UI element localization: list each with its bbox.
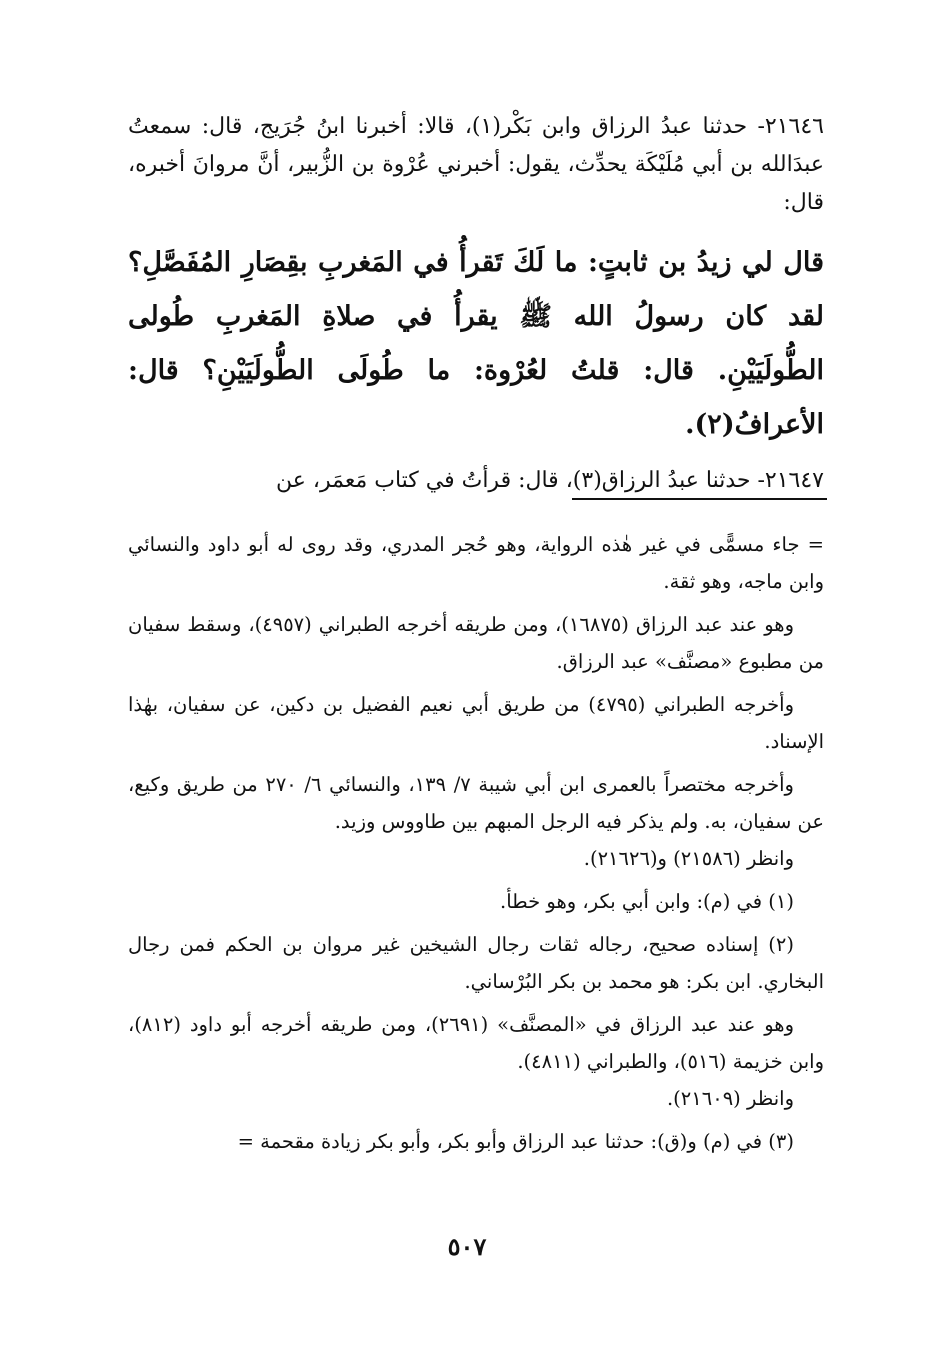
footnote-paragraph: وأخرجه الطبراني (٤٧٩٥) من طريق أبي نعيم الفضيل بن دكين، عن سفيان، بهٰذا الإسناد. xyxy=(128,693,824,753)
footnote-2-paragraph: وهو عند عبد الرزاق في «المصنَّف» (٢٦٩١)، ومن طريقه أخرجه أبو داود (٨١٢)، وابن خزيمة (٥١٦)، والطبراني (٤٨١١). xyxy=(128,1013,824,1073)
footnote-2: (٢) إسناده صحيح، رجاله ثقات رجال الشيخين غير مروان بن الحكم فمن رجال البخاري. ابن بكر: هو محمد بن بكر البُرْساني. xyxy=(128,933,824,993)
hadith-quote: قال لي زيدُ بن ثابتٍ: ما لَكَ تَقرأُ في المَغربِ بقِصَارِ المُفَصَّلِ؟ لقد كان رسولُ الله ﷺ يقرأُ في صلاةِ المَغربِ طُولى الطُّولَيَيْنِ. قال: قلتُ لعُرْوة: ما طُولَى الطُّولَيَيْنِ؟ قال: الأعرافُ(٢). xyxy=(128,247,824,440)
page-number: ٥٠٧ xyxy=(447,1232,487,1261)
footnote-2-paragraph: وانظر (٢١٦٠٩). xyxy=(666,1087,794,1110)
footnote-continuation: = جاء مسمًّى في غير هٰذه الرواية، وهو حُجر المدري، وقد روى له أبو داود والنسائي وابن ماجه، وهو ثقة. xyxy=(128,533,824,593)
hadith-21646: ٢١٦٤٦- حدثنا عبدُ الرزاق وابن بَكْر(١)، قالا: أخبرنا ابنُ جُرَيج، قال: سمعتُ عبدَالله بن أبي مُلَيْكَة يحدِّث، يقول: أخبرني عُرْوة بن الزُّبير، أنَّ مروانَ أخبره، قال: xyxy=(128,114,824,215)
main-text xyxy=(128,108,824,500)
footnote-paragraph: وانظر (٢١٥٨٦) و(٢١٦٢٦). xyxy=(583,847,794,870)
hadith-21647: ٢١٦٤٧- حدثنا عبدُ الرزاق(٣)، قال: قرأتُ في كتاب مَعمَر، عن xyxy=(276,468,824,493)
footnote-1: (١) في (م): وابن أبي بكر، وهو خطأ. xyxy=(500,890,794,913)
footnote-3: (٣) في (م) و(ق): حدثنا عبد الرزاق وأبو بكر، وأبو بكر زيادة مقحمة = xyxy=(237,1130,794,1153)
footnote-paragraph: وهو عند عبد الرزاق (١٦٨٧٥)، ومن طريقه أخرجه الطبراني (٤٩٥٧)، وسقط سفيان من مطبوع «مصنَّف» عبد الرزاق. xyxy=(128,613,824,673)
footnote-paragraph: وأخرجه مختصراً بالعمرى ابن أبي شيبة ٧/ ١٣٩، والنسائي ٦/ ٢٧٠ من طريق وكيع، عن سفيان، به. ولم يذكر فيه الرجل المبهم بين طاووس وزيد. xyxy=(128,773,824,833)
footnotes xyxy=(128,526,824,1166)
footnote-separator xyxy=(572,498,827,500)
